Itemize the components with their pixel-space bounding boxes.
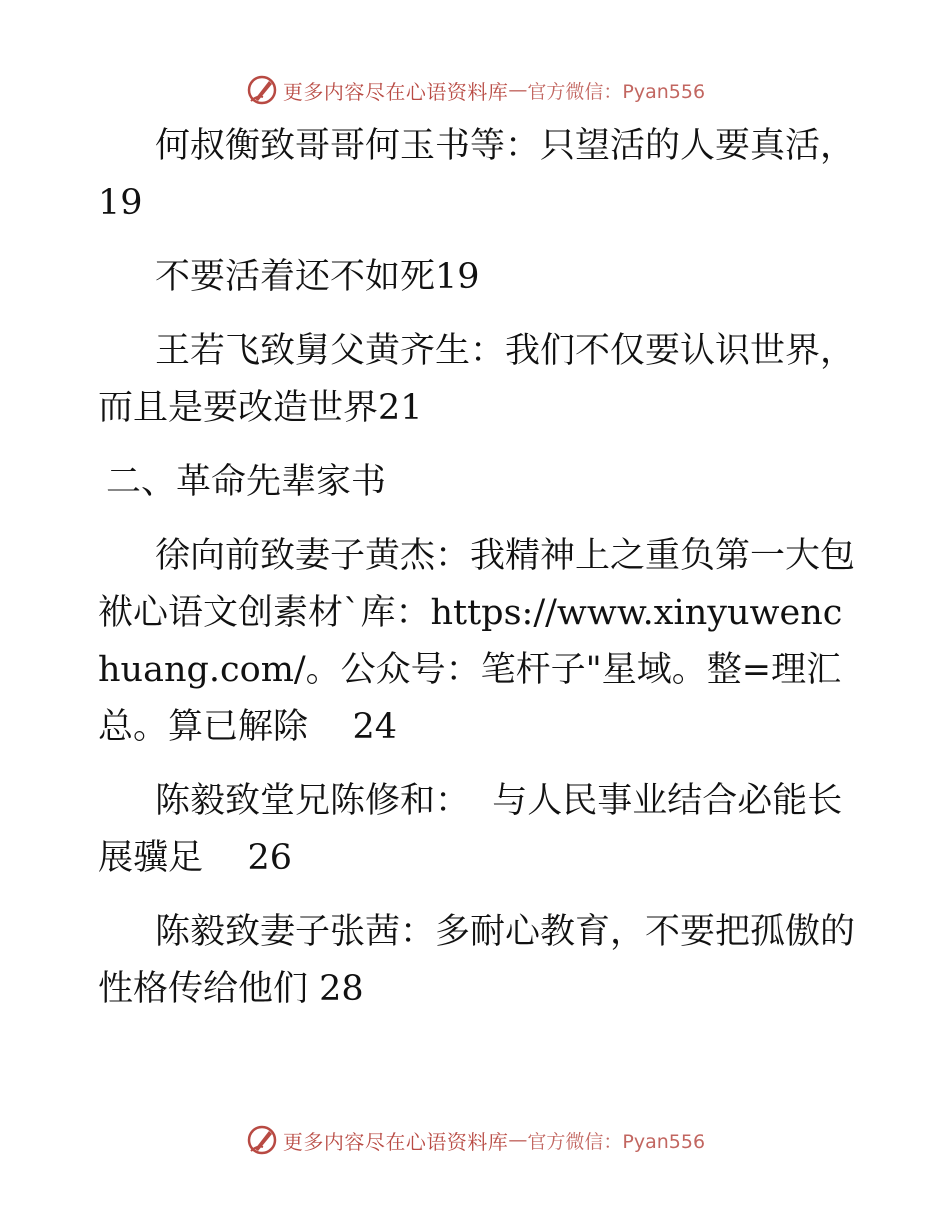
quill-logo-icon [245, 73, 279, 107]
toc-entry-chen-yi-cousin: 陈毅致堂兄陈修和： 与人民事业结合必能长展骥足 26 [98, 781, 843, 878]
watermark-wechat: 官方微信：Pyan556 [527, 80, 706, 103]
watermark-separator: — [508, 79, 528, 101]
watermark-header [0, 72, 950, 108]
section-heading: 二、革命先辈家书 [106, 462, 387, 502]
watermark-wechat: 官方微信：Pyan556 [527, 1130, 706, 1153]
watermark-text: 更多内容尽在心语资料库 [282, 79, 509, 104]
quill-logo-icon [245, 1123, 279, 1157]
document-body [98, 118, 858, 1035]
watermark-text: 更多内容尽在心语资料库 [282, 1129, 509, 1154]
watermark-footer [0, 1122, 950, 1158]
toc-entry-bu-yao-huo-zhe: 不要活着还不如死19 [155, 257, 480, 297]
toc-entry-he-shuheng: 何叔衡致哥哥何玉书等：只望活的人要真活，19 [98, 126, 856, 223]
toc-entry-chen-yi-wife: 陈毅致妻子张茜：多耐心教育，不要把孤傲的性格传给他们 28 [98, 912, 856, 1009]
toc-entry-wang-ruofei: 王若飞致舅父黄齐生：我们不仅要认识世界，而且是要改造世界21 [98, 331, 856, 428]
watermark-separator: — [508, 1129, 528, 1151]
toc-entry-xu-xiangqian: 徐向前致妻子黄杰：我精神上之重负第一大包袱心语文创素材`库：https://www.xinyuwenchuang.com/。公众号：笔杆子"星域。整=理汇总。算已解除 24 [98, 536, 856, 747]
